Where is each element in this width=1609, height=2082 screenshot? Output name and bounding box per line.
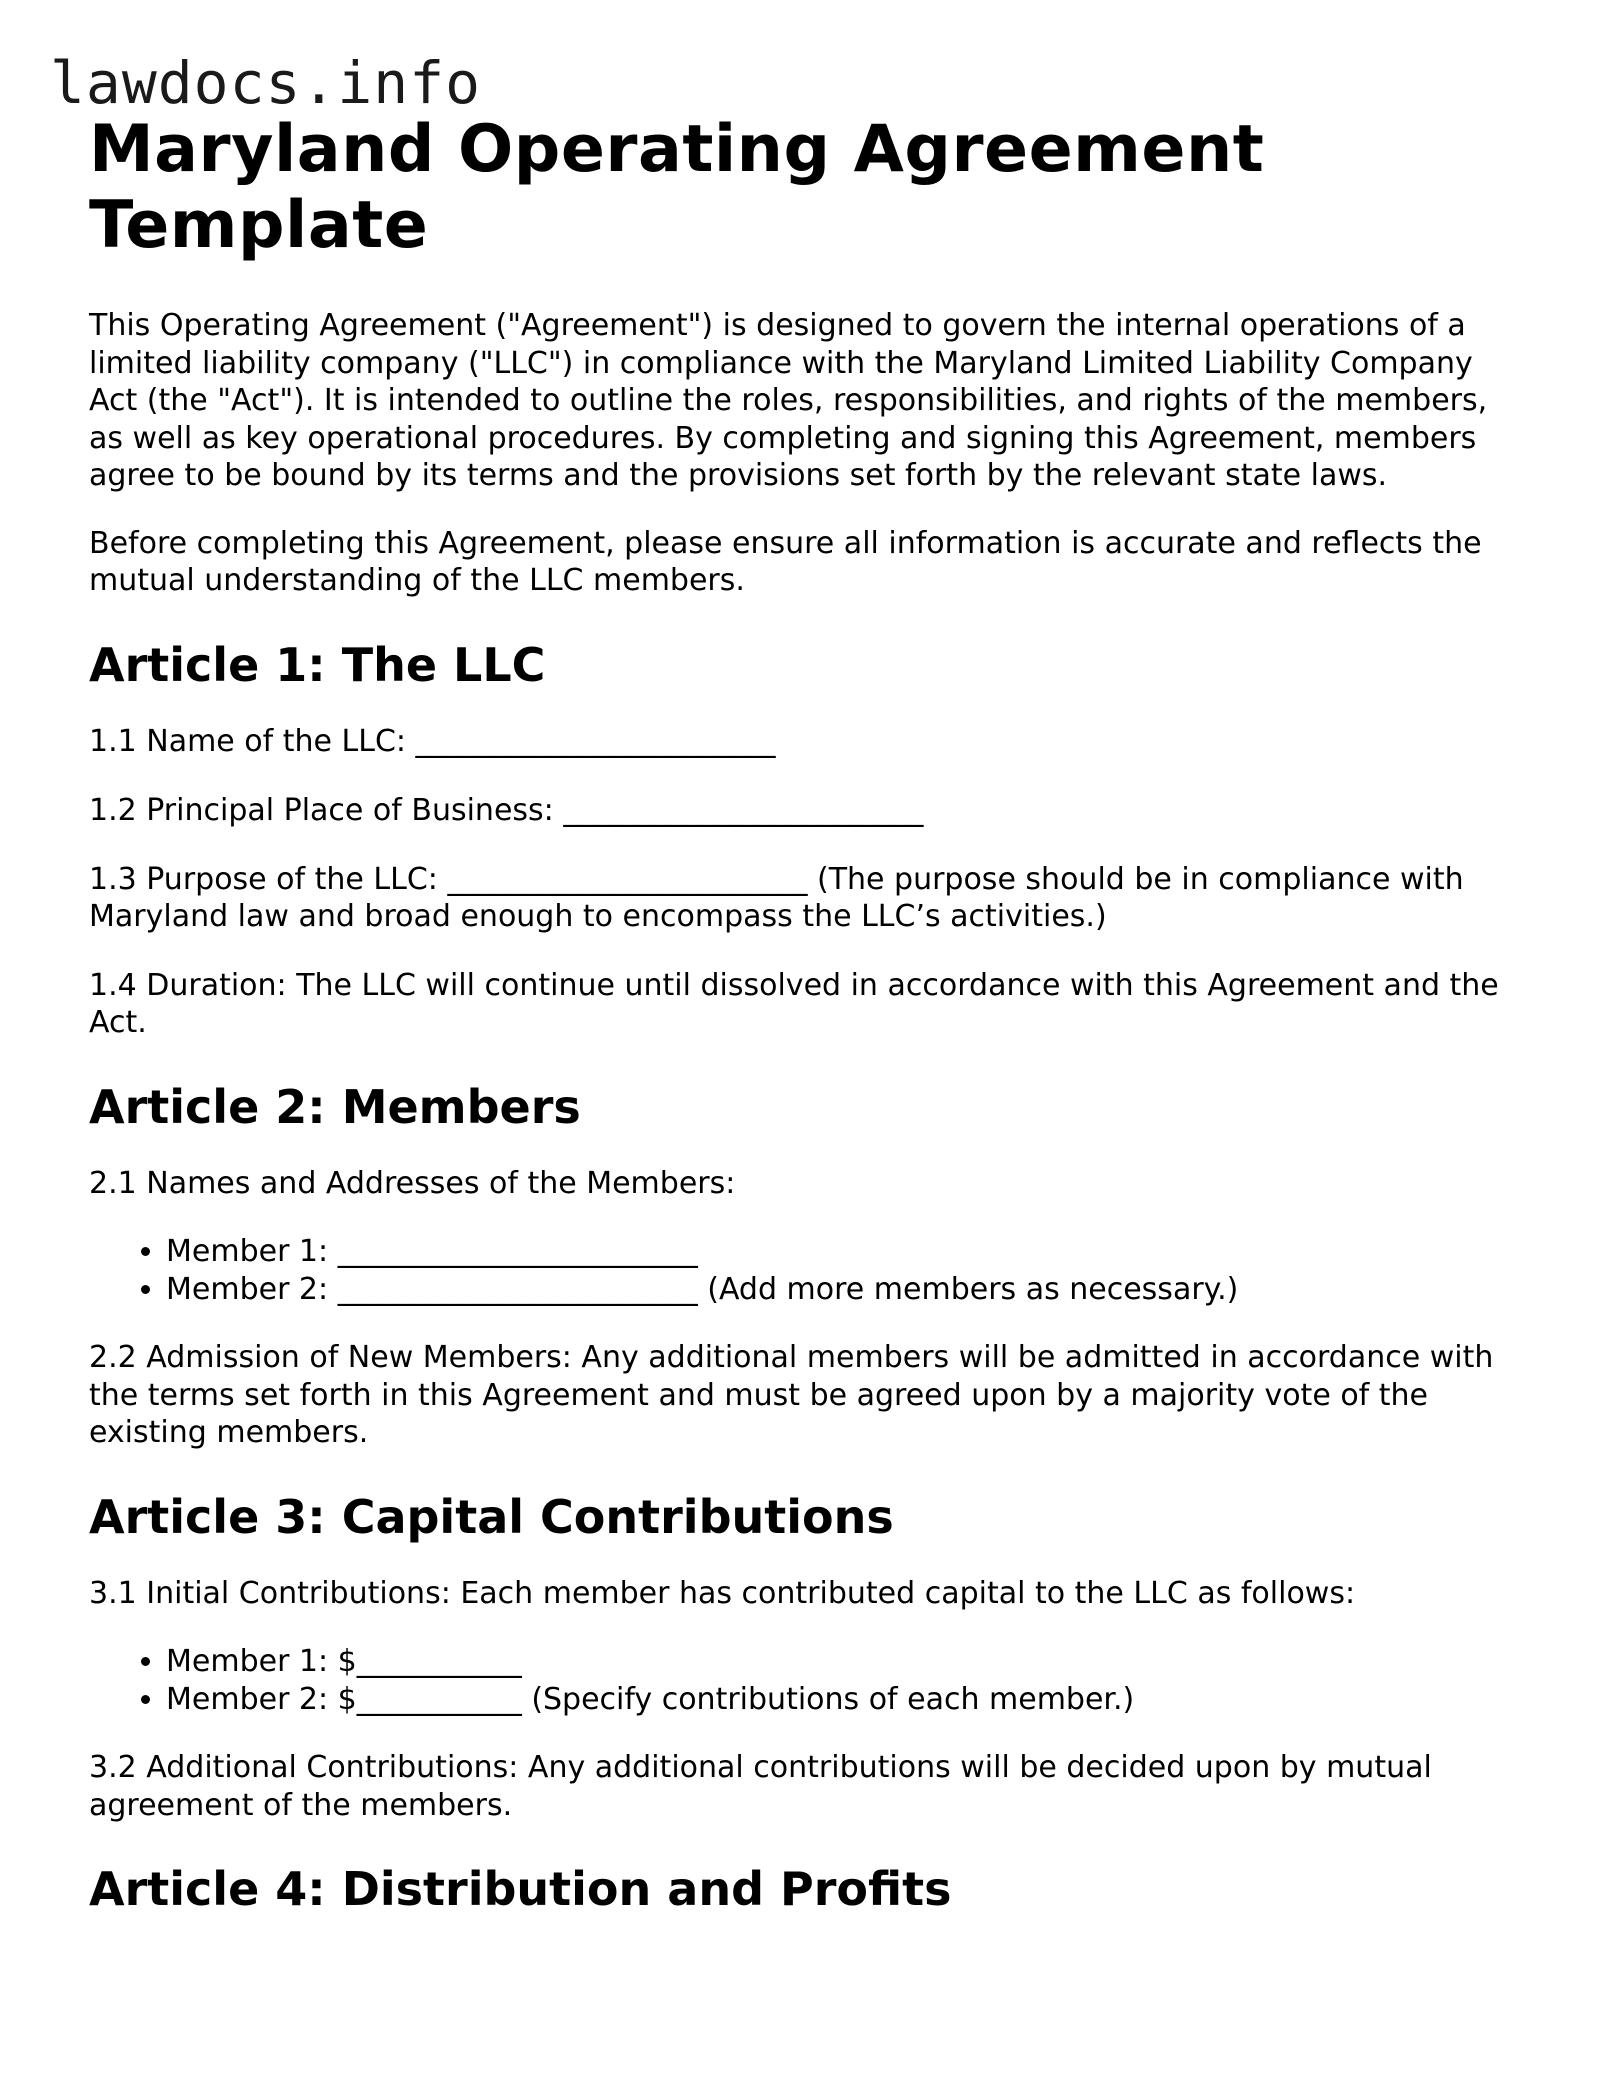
member-blank: ________________________: [337, 1234, 698, 1269]
member-label: Member 1:: [166, 1234, 329, 1269]
principal-place-clause: [89, 792, 1529, 830]
member-list-item: [166, 1271, 1529, 1309]
member-list-item: [166, 1233, 1529, 1271]
document-page: [89, 112, 1529, 1917]
watermark: lawdocs.info: [50, 49, 482, 117]
contribution-label: Member 2: $: [166, 1681, 357, 1717]
initial-contributions-clause: 3.1 Initial Contributions: Each member has contributed capital to the LLC as follows:: [89, 1575, 1356, 1611]
document-title: Maryland Operating Agreement Template: [89, 112, 1265, 263]
additional-contributions-clause: 3.2 Additional Contributions: Any additional contributions will be decided upon by mutual agreement of the members.: [89, 1750, 1432, 1823]
purpose-note: (The purpose should be in compliance with Maryland law and broad enough to encompass the LLC’s activities.): [89, 861, 1464, 934]
member-note: (Add more members as necessary.): [707, 1271, 1239, 1307]
article-2-heading: Article 2: Members: [89, 1079, 581, 1134]
contribution-list-item: [166, 1681, 1529, 1719]
principal-place-blank: ________________________: [563, 793, 924, 828]
llc-name-clause: [89, 723, 1529, 761]
contribution-list-item: [166, 1643, 1529, 1681]
article-4-heading: Article 4: Distribution and Profits: [89, 1862, 952, 1916]
contributions-list: [89, 1643, 1529, 1718]
purpose-clause: [89, 861, 1529, 936]
members-names-label: 2.1 Names and Addresses of the Members:: [89, 1165, 736, 1201]
member-label: Member 2:: [166, 1271, 329, 1307]
members-list: [89, 1233, 1529, 1308]
article-3-heading: Article 3: Capital Contributions: [89, 1489, 894, 1544]
principal-place-label: 1.2 Principal Place of Business:: [89, 793, 554, 828]
member-blank: ________________________: [337, 1271, 698, 1307]
purpose-blank: ________________________: [447, 861, 808, 897]
contribution-label: Member 1: $: [166, 1644, 357, 1679]
intro-paragraph-1: This Operating Agreement ("Agreement") is designed to govern the internal operations of a limited liability company ("LLC") in compliance with the Maryland Limited Liability Company Act (the "Act"). It is intended to outline the roles, responsibilities, and rights of the members, as well as key operational procedures. By completing and signing this Agreement, members agree to be bound by its terms and the provisions set forth by the relevant state laws.: [89, 308, 1488, 493]
duration-clause: 1.4 Duration: The LLC will continue until dissolved in accordance with this Agreement and the Act.: [89, 967, 1499, 1040]
contribution-note: (Specify contributions of each member.): [531, 1681, 1135, 1717]
purpose-label: 1.3 Purpose of the LLC:: [89, 861, 438, 897]
llc-name-blank: ________________________: [415, 723, 776, 759]
contribution-blank: ___________: [356, 1644, 522, 1679]
llc-name-label: 1.1 Name of the LLC:: [89, 723, 406, 759]
article-1-heading: Article 1: The LLC: [89, 637, 546, 692]
intro-paragraph-2: Before completing this Agreement, please ensure all information is accurate and reflects the mutual understanding of the LLC members.: [89, 525, 1482, 598]
contribution-blank: ___________: [356, 1681, 522, 1717]
admission-clause: 2.2 Admission of New Members: Any additional members will be admitted in accordance with the terms set forth in this Agreement and must be agreed upon by a majority vote of the existing members.: [89, 1340, 1494, 1450]
